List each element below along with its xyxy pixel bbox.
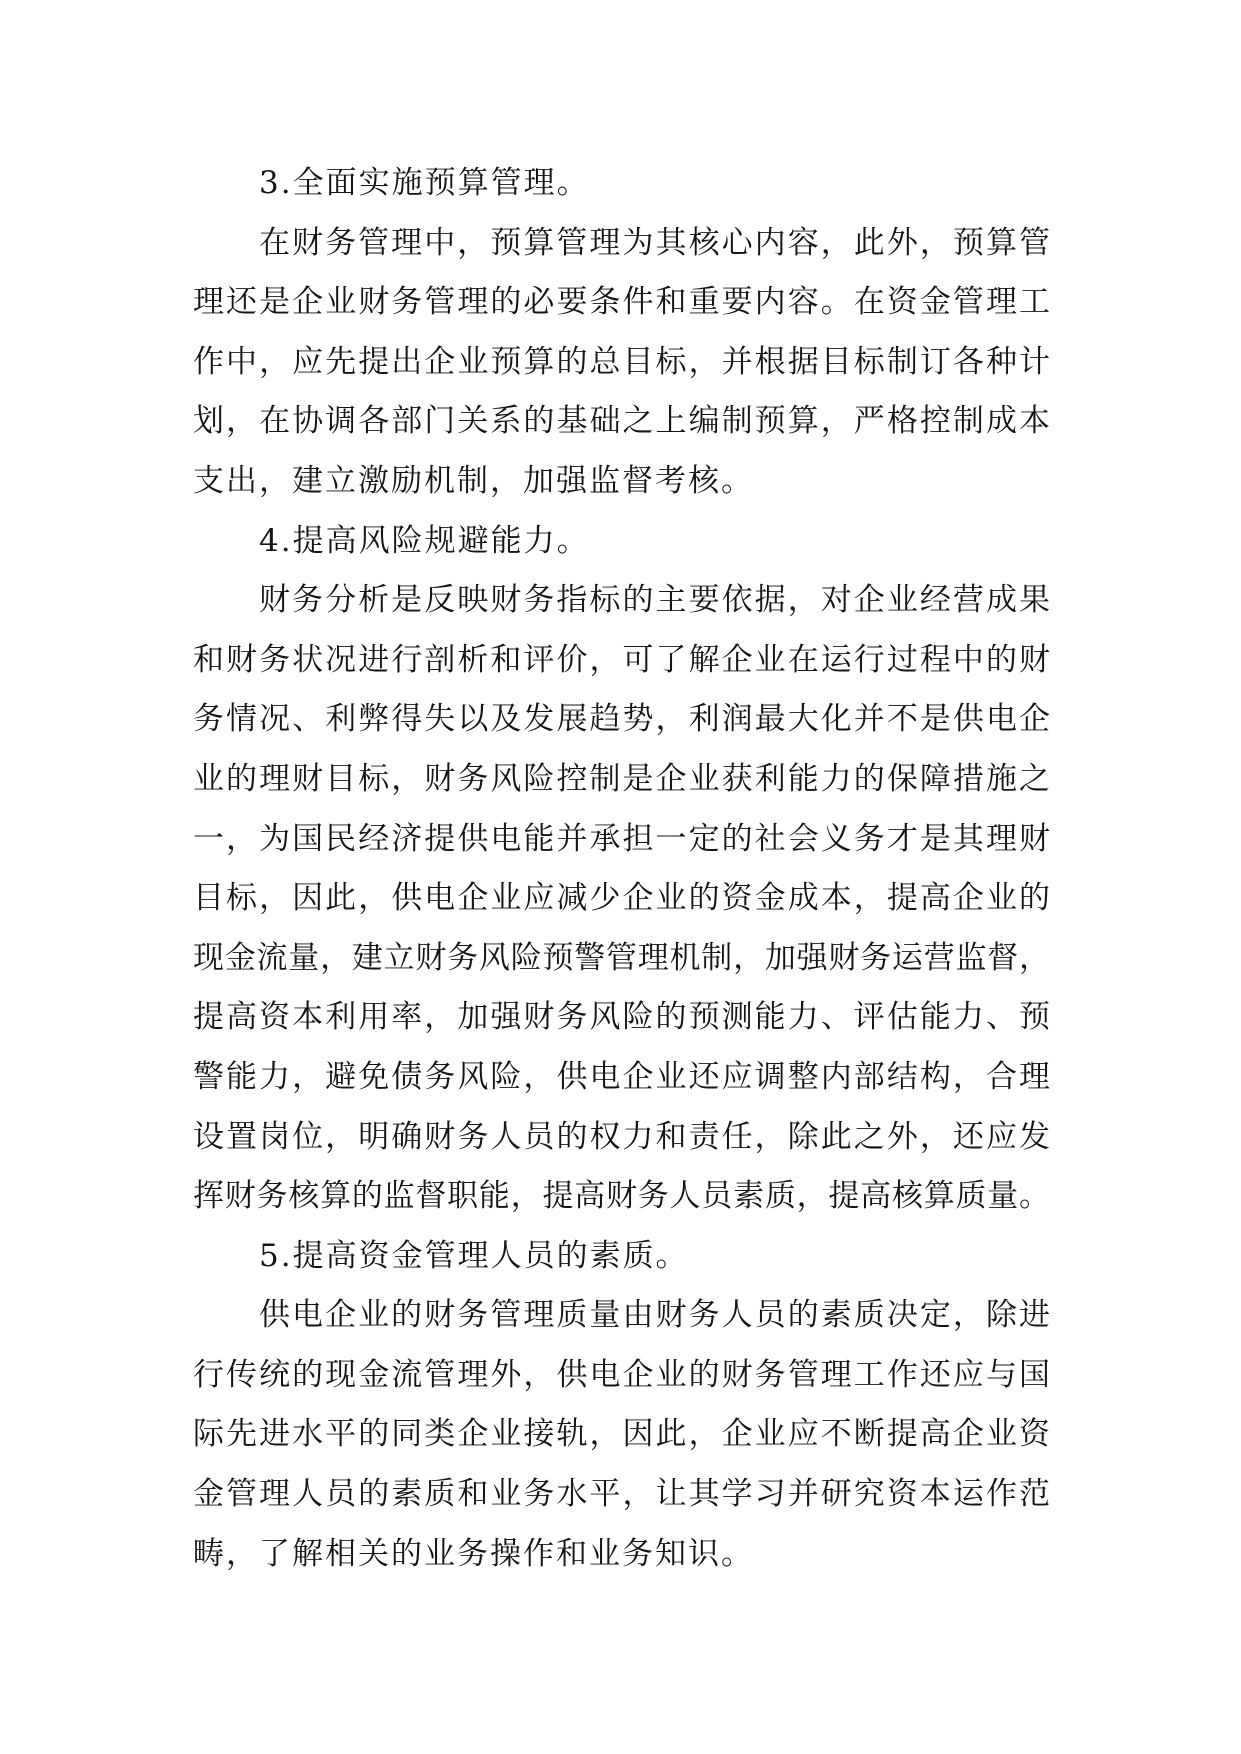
paragraph-line: 提高资本利用率，加强财务风险的预测能力、评估能力、预 <box>193 999 1050 1036</box>
paragraph-line: 际先进水平的同类企业接轨，因此，企业应不断提高企业资 <box>193 1416 1050 1453</box>
paragraph-line: 作中，应先提出企业预算的总目标，并根据目标制订各种计 <box>193 343 1050 380</box>
paragraph-line: 在财务管理中，预算管理为其核心内容，此外，预算管 <box>259 224 1050 261</box>
paragraph-line: 设置岗位，明确财务人员的权力和责任，除此之外，还应发 <box>193 1118 1050 1155</box>
paragraph-line: 财务分析是反映财务指标的主要依据，对企业经营成果 <box>259 582 1050 619</box>
paragraph-line: 现金流量，建立财务风险预警管理机制，加强财务运营监督， <box>193 939 1050 976</box>
paragraph-line: 畴，了解相关的业务操作和业务知识。 <box>193 1535 754 1572</box>
paragraph-line: 一，为国民经济提供电能并承担一定的社会义务才是其理财 <box>193 820 1050 857</box>
paragraph-line: 目标，因此，供电企业应减少企业的资金成本，提高企业的 <box>193 880 1050 917</box>
paragraph-line: 业的理财目标，财务风险控制是企业获利能力的保障措施之 <box>193 760 1050 797</box>
paragraph-line: 供电企业的财务管理质量由财务人员的素质决定，除进 <box>259 1297 1050 1334</box>
section-risk-avoidance <box>193 512 1050 1227</box>
paragraph-line: 挥财务核算的监督职能，提高财务人员素质，提高核算质量。 <box>193 1178 1050 1215</box>
paragraph-line: 支出，建立激励机制，加强监督考核。 <box>193 462 754 499</box>
paragraph-line: 金管理人员的素质和业务水平，让其学习并研究资本运作范 <box>193 1476 1050 1513</box>
paragraph-line: 理还是企业财务管理的必要条件和重要内容。在资金管理工 <box>193 284 1050 321</box>
document-body <box>193 154 1050 1584</box>
paragraph-line: 行传统的现金流管理外，供电企业的财务管理工作还应与国 <box>193 1356 1050 1393</box>
section-heading: 4.提高风险规避能力。 <box>259 522 590 559</box>
paragraph-line: 和财务状况进行剖析和评价，可了解企业在运行过程中的财 <box>193 641 1050 678</box>
section-heading: 5.提高资金管理人员的素质。 <box>259 1237 689 1274</box>
paragraph-line: 划，在协调各部门关系的基础之上编制预算，严格控制成本 <box>193 403 1050 440</box>
section-staff-quality <box>193 1227 1050 1585</box>
section-heading: 3.全面实施预算管理。 <box>259 165 590 201</box>
paragraph-line: 务情况、利弊得失以及发展趋势，利润最大化并不是供电企 <box>193 701 1050 738</box>
section-budget-management <box>193 154 1050 512</box>
paragraph-line: 警能力，避免债务风险，供电企业还应调整内部结构，合理 <box>193 1058 1050 1095</box>
